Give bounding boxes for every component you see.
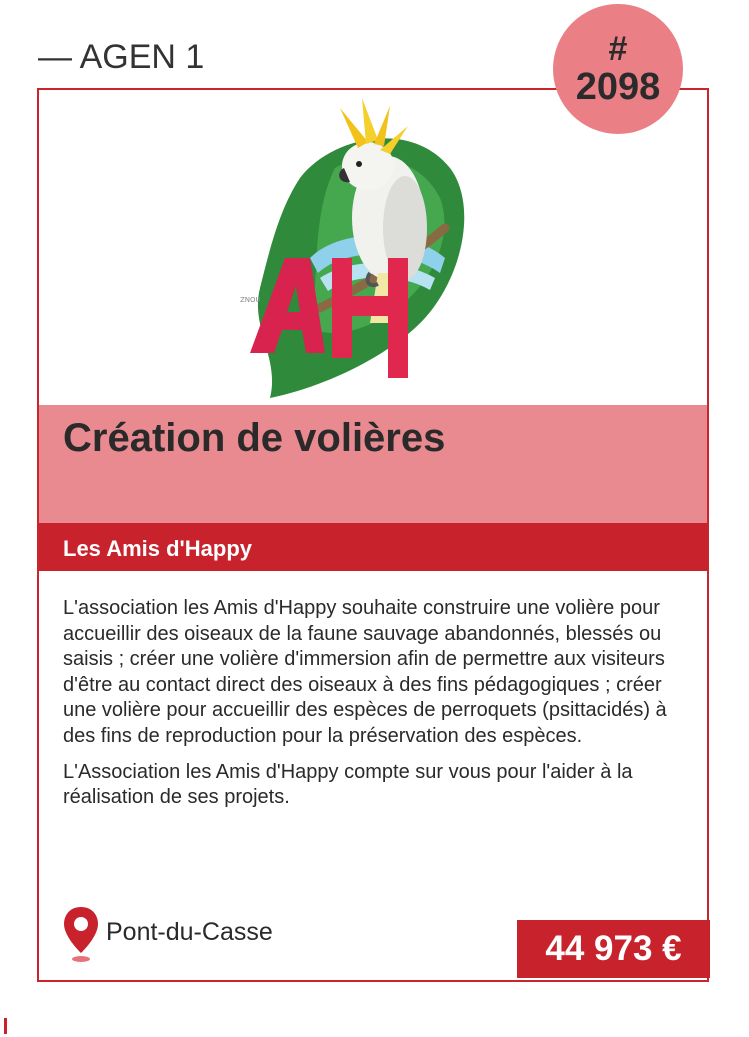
badge-hash: # bbox=[608, 30, 628, 68]
project-number-badge bbox=[553, 4, 683, 134]
description-paragraph-1: L'association les Amis d'Happy souhaite construire une volière pour accueillir des oiseaux de la faune sauvage abandonnés, blessés ou saisis ; créer une volière d'immersion afin de permettre aux visiteurs d'être au contact direct des oiseaux à des fins pédagogiques ; créer une volière pour accueillir des espèces de perroquets (psittacidés) à des fins de reproduction pour la préservation des espèces. bbox=[63, 597, 667, 747]
association-name: Les Amis d'Happy bbox=[63, 536, 253, 561]
badge-number: 2098 bbox=[575, 66, 661, 108]
project-description bbox=[63, 596, 683, 821]
project-title: Création de volières bbox=[63, 416, 446, 460]
description-paragraph-2: L'Association les Amis d'Happy compte sur vous pour l'aider à la réalisation de ses projets. bbox=[63, 760, 633, 809]
location-name: Pont-du-Casse bbox=[106, 918, 273, 946]
page-edge-mark bbox=[4, 1018, 7, 1034]
cockatoo-logo-icon bbox=[240, 98, 490, 403]
amount-box bbox=[517, 920, 710, 978]
district-label: — AGEN 1 bbox=[38, 38, 205, 76]
logo-small-text: ZNOU bbox=[240, 296, 261, 304]
location-pin-icon bbox=[62, 905, 100, 963]
project-amount: 44 973 € bbox=[545, 929, 682, 968]
